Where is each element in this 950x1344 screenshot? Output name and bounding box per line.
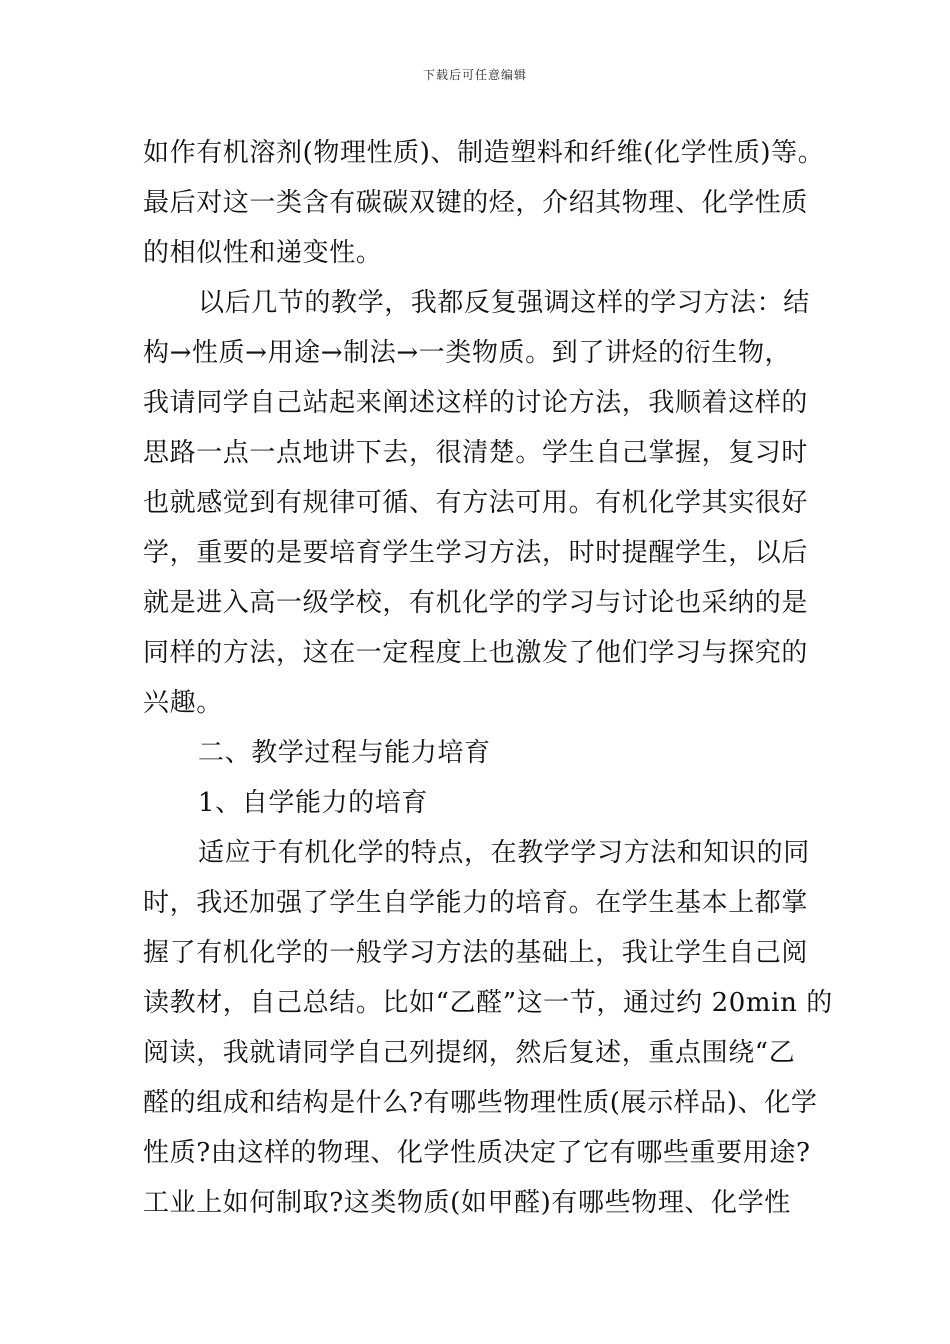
text-line: 同样的方法，这在一定程度上也激发了他们学习与探究的 [143,638,809,668]
text-line: 的相似性和递变性。 [143,238,383,268]
text-line: 兴趣。 [143,688,223,718]
text-line: 性质?由这样的物理、化学性质决定了它有哪些重要用途? [143,1138,811,1168]
text-line: 思路一点一点地讲下去，很清楚。学生自己掌握，复习时 [143,438,809,468]
text-line: 阅读，我就请同学自己列提纲，然后复述，重点围绕“乙 [143,1038,796,1068]
text-line: 也就感觉到有规律可循、有方法可用。有机化学其实很好 [143,488,809,518]
page-header: 下载后可任意编辑 [422,68,527,82]
subsection-heading: 1、自学能力的培育 [198,788,428,818]
section-heading: 二、教学过程与能力培育 [198,738,491,768]
text-line: 醛的组成和结构是什么?有哪些物理性质(展示样品)、化学 [143,1088,818,1118]
text-line: 学，重要的是要培育学生学习方法，时时提醒学生，以后 [143,538,809,568]
text-line: 构→性质→用途→制法→一类物质。到了讲烃的衍生物， [143,338,792,368]
text-line: 最后对这一类含有碳碳双键的烃，介绍其物理、化学性质 [143,188,809,218]
text-line: 适应于有机化学的特点，在教学学习方法和知识的同 [198,838,810,868]
text-line: 握了有机化学的一般学习方法的基础上，我让学生自己阅 [143,938,809,968]
text-line: 读教材，自己总结。比如“乙醛”这一节，通过约 20min 的 [143,988,833,1018]
document-body [143,128,833,1228]
text-line: 就是进入高一级学校，有机化学的学习与讨论也采纳的是 [143,588,809,618]
text-line: 工业上如何制取?这类物质(如甲醛)有哪些物理、化学性 [143,1188,791,1218]
text-line: 时，我还加强了学生自学能力的培育。在学生基本上都掌 [143,888,809,918]
text-line: 以后几节的教学，我都反复强调这样的学习方法：结 [198,288,810,318]
text-line: 如作有机溶剂(物理性质)、制造塑料和纤维(化学性质)等。 [143,138,825,168]
text-line: 我请同学自己站起来阐述这样的讨论方法，我顺着这样的 [143,388,809,418]
